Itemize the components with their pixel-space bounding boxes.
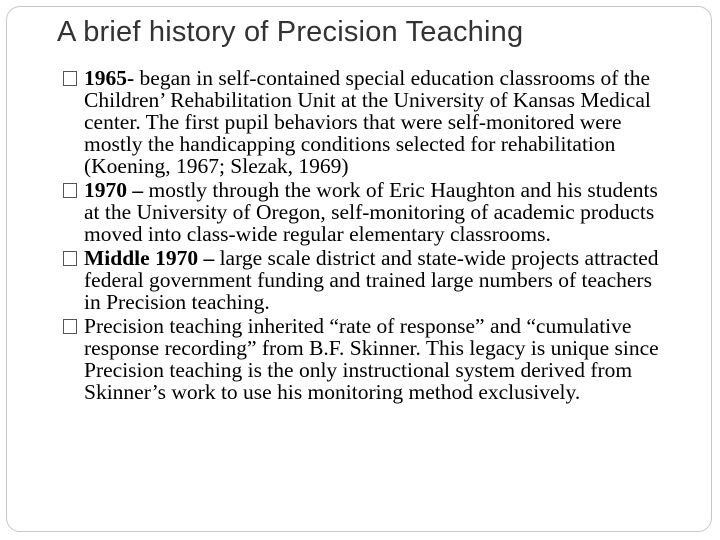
bullet-text: mostly through the work of Eric Haughton and his students at the University of Oregon, self-monitoring of academic products moved into class-wide regular elementary classrooms. — [84, 178, 658, 246]
bullet-list — [60, 67, 660, 405]
bullet-item-skinner-legacy — [60, 315, 660, 403]
bullet-text: began in self-contained special education classrooms of the Children’ Rehabilitation Unit at the University of Kansas Medical center. The first pupil behaviors that were self-monitored were mostly the handicapping conditions selected for rehabilitation (Koening, 1967; Slezak, 1969) — [84, 66, 651, 178]
bullet-lead: Middle 1970 – — [84, 246, 215, 270]
bullet-lead: 1970 – — [84, 178, 144, 202]
bullet-text: Precision teaching inherited “rate of response” and “cumulative response recording” from B.F. Skinner. This legacy is unique since Precision teaching is the only instructional system derived from Skinner’s work to use his monitoring method exclusively. — [84, 314, 659, 404]
bullet-lead: 1965- — [84, 66, 135, 90]
bullet-item-1970 — [60, 179, 660, 245]
bullet-text: large scale district and state-wide projects attracted federal government funding and trained large numbers of teachers in Precision teaching. — [84, 246, 659, 314]
slide-title: A brief history of Precision Teaching — [57, 16, 524, 48]
square-bullet-icon — [63, 319, 77, 334]
square-bullet-icon — [63, 251, 77, 266]
bullet-item-middle-1970 — [60, 247, 660, 313]
square-bullet-icon — [63, 71, 77, 86]
square-bullet-icon — [63, 183, 77, 198]
bullet-item-1965 — [60, 67, 660, 177]
